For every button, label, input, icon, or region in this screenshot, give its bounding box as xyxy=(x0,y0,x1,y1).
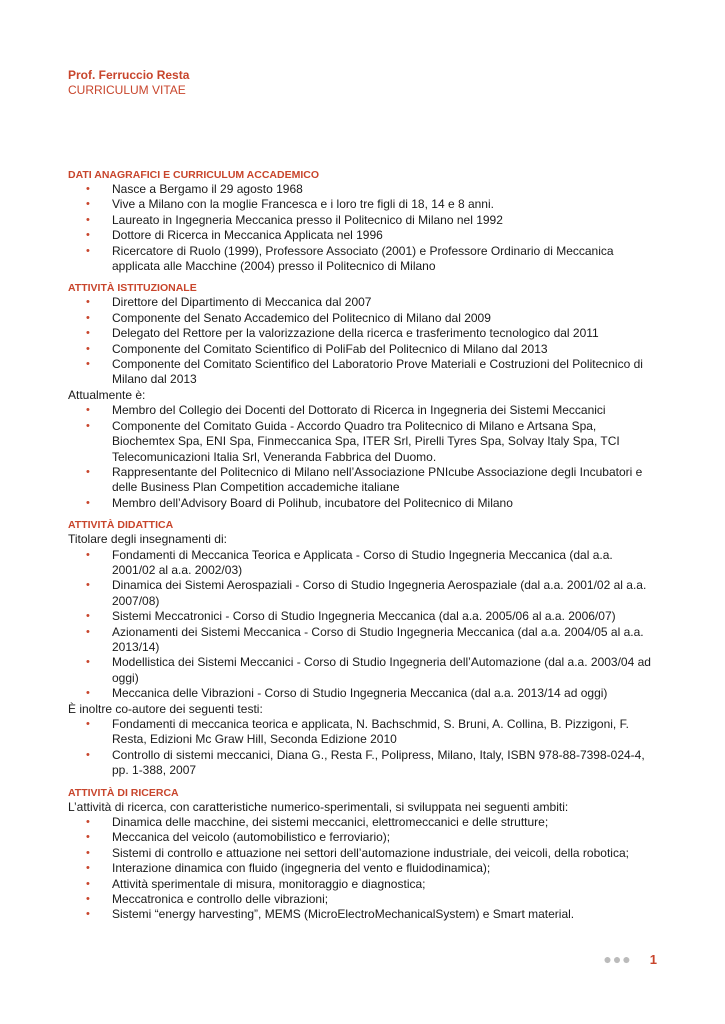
list-item xyxy=(68,342,658,357)
list-item-text: Nasce a Bergamo il 29 agosto 1968 xyxy=(112,182,303,196)
bullet-icon: • xyxy=(86,718,90,730)
list-item xyxy=(68,228,658,243)
list-item xyxy=(68,717,658,748)
list-item-text: Dottore di Ricerca in Meccanica Applicata nel 1996 xyxy=(112,228,383,243)
list-item xyxy=(68,213,658,228)
bullet-icon: • xyxy=(86,358,90,371)
list-item-text: Meccanica del veicolo (automobilistico e ferroviario); xyxy=(112,830,391,845)
list-item xyxy=(68,625,658,656)
bullet-list xyxy=(68,548,658,702)
document-page xyxy=(68,68,658,923)
list-item xyxy=(68,357,658,388)
bullet-icon: • xyxy=(86,862,90,875)
list-item-text: Componente del Comitato Scientifico di PoliFab del Politecnico di Milano dal 2013 xyxy=(112,341,548,356)
list-item-text: Dinamica delle macchine, dei sistemi meccanici, elettromeccanici e delle strutture; xyxy=(112,815,549,830)
bullet-icon: • xyxy=(86,846,90,859)
bullet-icon: • xyxy=(86,893,90,906)
list-item xyxy=(68,748,658,779)
list-item-text: Componente del Comitato Scientifico del Laboratorio Prove Materiali e Costruzioni del Politecnico di Milano dal 2013 xyxy=(112,357,643,387)
list-item xyxy=(68,326,658,341)
bullet-icon: • xyxy=(86,816,90,829)
list-item xyxy=(68,244,658,275)
list-item-text: Attività sperimentale di misura, monitoraggio e diagnostica; xyxy=(112,876,426,891)
bullet-icon: • xyxy=(86,656,90,669)
list-item-text: Fondamenti di meccanica teorica e applicata, N. Bachschmid, S. Bruni, A. Collina, B. Pizzigoni, F. Resta, Edizioni Mc Graw Hill, Seconda Edizione 2010 xyxy=(112,717,629,747)
list-item xyxy=(68,197,658,212)
list-item-text: Componente del Comitato Guida - Accordo Quadro tra Politecnico di Milano e Artsana Spa, Biochemtex Spa, ENI Spa, Finmeccanica Spa, ITER Srl, Pirelli Tyres Spa, Solvay Italy Spa, TCI Telecomunicazioni Italia Srl, Veneranda Fabbrica del Duomo. xyxy=(112,418,620,464)
bullet-icon: • xyxy=(86,496,90,509)
bullet-icon: • xyxy=(86,244,90,257)
bullet-icon: • xyxy=(86,748,90,761)
bullet-list xyxy=(68,182,658,274)
list-item-text: Rappresentante del Politecnico di Milano nell’Associazione PNIcube Associazione degli Incubatori e delle Business Plan Competition accademiche italiane xyxy=(112,464,643,495)
section-text: L’attività di ricerca, con caratteristiche numerico-sperimentali, si sviluppata nei seguenti ambiti: xyxy=(68,799,569,814)
list-item-text: Componente del Senato Accademico del Politecnico di Milano dal 2009 xyxy=(112,310,491,325)
list-item xyxy=(68,815,658,830)
list-item xyxy=(68,496,658,511)
list-item xyxy=(68,182,658,197)
cv-section xyxy=(68,786,658,923)
list-item-text: Sistemi “energy harvesting”, MEMS (MicroElectroMechanicalSystem) e Smart material. xyxy=(112,907,575,922)
list-item-text: Direttore del Dipartimento di Meccanica dal 2007 xyxy=(112,295,372,310)
list-item xyxy=(68,861,658,876)
bullet-list xyxy=(68,815,658,923)
bullet-list xyxy=(68,717,658,779)
list-item-text: Modellistica dei Sistemi Meccanici - Corso di Studio Ingegneria dell’Automazione (dal a.a. 2003/04 ad oggi) xyxy=(112,655,651,685)
cv-section xyxy=(68,281,658,511)
list-item-text: Membro del Collegio dei Docenti del Dottorato di Ricerca in Ingegneria dei Sistemi Meccanici xyxy=(112,403,606,418)
list-item xyxy=(68,830,658,845)
bullet-icon: • xyxy=(86,877,90,890)
list-item xyxy=(68,609,658,624)
section-text: Attualmente è: xyxy=(68,387,146,402)
list-item xyxy=(68,419,658,465)
list-item-text: Interazione dinamica con fluido (ingegneria del vento e fluidodinamica); xyxy=(112,861,491,876)
list-item xyxy=(68,548,658,579)
bullet-icon: • xyxy=(86,213,90,226)
cv-section xyxy=(68,168,658,274)
bullet-icon: • xyxy=(86,229,90,242)
document-subtitle: CURRICULUM VITAE xyxy=(68,83,186,97)
bullet-icon: • xyxy=(86,687,90,700)
bullet-icon: • xyxy=(86,579,90,592)
bullet-icon: • xyxy=(86,327,90,340)
list-item-text: Meccanica delle Vibrazioni - Corso di Studio Ingegneria Meccanica (dal a.a. 2013/14 ad oggi) xyxy=(112,686,608,701)
bullet-icon: • xyxy=(86,465,90,478)
section-title: ATTIVITÀ ISTITUZIONALE xyxy=(68,282,197,295)
bullet-icon: • xyxy=(86,625,90,638)
bullet-icon: • xyxy=(86,419,90,432)
bullet-icon: • xyxy=(86,908,90,921)
bullet-icon: • xyxy=(86,311,90,324)
list-item xyxy=(68,311,658,326)
bullet-icon: • xyxy=(86,296,90,309)
list-item-text: Laureato in Ingegneria Meccanica presso il Politecnico di Milano nel 1992 xyxy=(112,212,503,227)
author-name: Prof. Ferruccio Resta xyxy=(68,68,190,82)
section-title: ATTIVITÀ DI RICERCA xyxy=(68,786,179,799)
list-item-text: Sistemi di controllo e attuazione nei settori dell’automazione industriale, dei veicoli, della robotica; xyxy=(112,845,629,860)
bullet-icon: • xyxy=(86,198,90,211)
section-title: DATI ANAGRAFICI E CURRICULUM ACCADEMICO xyxy=(68,169,320,181)
list-item xyxy=(68,403,658,418)
bullet-icon: • xyxy=(86,404,90,417)
list-item xyxy=(68,907,658,922)
bullet-icon: • xyxy=(86,548,90,561)
section-title: ATTIVITÀ DIDATTICA xyxy=(68,519,174,532)
list-item-text: Controllo di sistemi meccanici, Diana G., Resta F., Polipress, Milano, Italy, ISBN 978-88-7398-024-4, pp. 1-388, 2007 xyxy=(112,747,645,778)
list-item-text: Azionamenti dei Sistemi Meccanica - Corso di Studio Ingegneria Meccanica (dal a.a. 2004/05 al a.a. 2013/14) xyxy=(112,624,644,654)
list-item xyxy=(68,686,658,701)
section-text: È inoltre co-autore dei seguenti testi: xyxy=(68,701,263,716)
cv-sections xyxy=(68,168,658,923)
bullet-list xyxy=(68,295,658,387)
footer-dots: ●●● xyxy=(603,951,632,967)
list-item xyxy=(68,465,658,496)
bullet-icon: • xyxy=(86,342,90,355)
list-item xyxy=(68,892,658,907)
bullet-icon: • xyxy=(86,831,90,844)
list-item-text: Fondamenti di Meccanica Teorica e Applicata - Corso di Studio Ingegneria Meccanica (dal a.a. 2001/02 al a.a. 2002/03) xyxy=(112,547,613,577)
list-item-text: Membro dell’Advisory Board di Polihub, incubatore del Politecnico di Milano xyxy=(112,495,513,510)
list-item xyxy=(68,877,658,892)
page-number: 1 xyxy=(649,951,657,967)
list-item-text: Delegato del Rettore per la valorizzazione della ricerca e trasferimento tecnologico dal 2011 xyxy=(112,326,599,341)
bullet-icon: • xyxy=(86,183,90,195)
section-text: Titolare degli insegnamenti di: xyxy=(68,532,227,547)
list-item-text: Vive a Milano con la moglie Francesca e i loro tre figli di 18, 14 e 8 anni. xyxy=(112,197,494,212)
bullet-icon: • xyxy=(86,610,90,623)
list-item xyxy=(68,846,658,861)
list-item-text: Meccatronica e controllo delle vibrazioni; xyxy=(112,892,329,907)
page-footer xyxy=(603,951,657,967)
list-item-text: Sistemi Meccatronici - Corso di Studio Ingegneria Meccanica (dal a.a. 2005/06 al a.a. 2006/07) xyxy=(112,609,616,624)
list-item xyxy=(68,295,658,310)
list-item-text: Ricercatore di Ruolo (1999), Professore Associato (2001) e Professore Ordinario di Meccanica applicata alle Macchine (2004) presso il Politecnico di Milano xyxy=(112,243,614,274)
bullet-list xyxy=(68,403,658,511)
list-item xyxy=(68,578,658,609)
cv-section xyxy=(68,518,658,779)
list-item-text: Dinamica dei Sistemi Aerospaziali - Corso di Studio Ingegneria Aerospaziale (dal a.a. 2001/02 al a.a. 2007/08) xyxy=(112,578,647,608)
list-item xyxy=(68,655,658,686)
